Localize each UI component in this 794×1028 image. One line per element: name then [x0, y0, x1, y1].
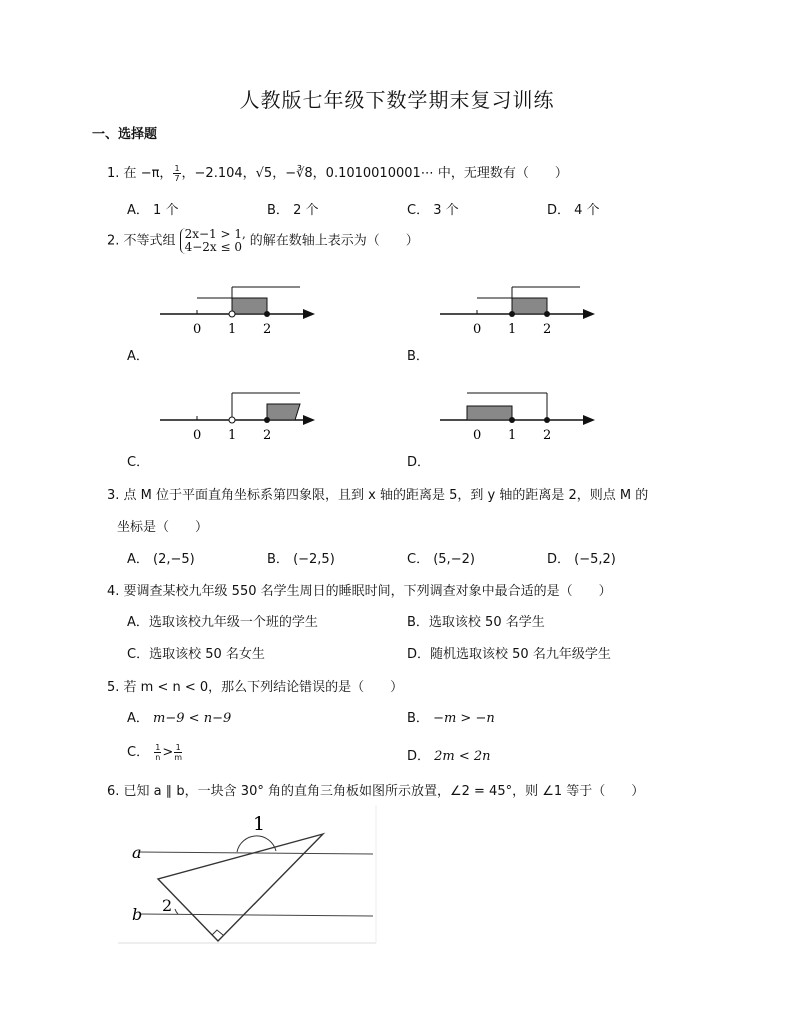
- tick-0: 0: [193, 322, 202, 337]
- q5-option-b[interactable]: B． −m > −n: [407, 711, 495, 726]
- tick-2: 2: [263, 322, 272, 337]
- q2-numberline-c: [155, 386, 325, 446]
- q3-option-a[interactable]: A． (2,−5): [127, 552, 195, 567]
- q1-item-tail: ，0.1010010001⋯ 中，无理数有（ ）: [312, 166, 568, 181]
- q1-number: 1.: [107, 166, 120, 181]
- q1-option-b[interactable]: B． 2 个: [267, 203, 319, 218]
- q1-option-d[interactable]: D． 4 个: [547, 203, 600, 218]
- tick-2: 2: [543, 322, 552, 337]
- tick-0: 0: [473, 322, 482, 337]
- q3-option-d[interactable]: D． (−5,2): [547, 552, 616, 567]
- q1-item-pi: −π，: [140, 166, 173, 181]
- label-a: a: [132, 843, 142, 862]
- q4-option-b[interactable]: B．选取该校 50 名学生: [407, 615, 545, 630]
- q4-option-c[interactable]: C．选取该校 50 名女生: [127, 647, 265, 662]
- triangle: [158, 834, 323, 941]
- line-b: [140, 914, 373, 916]
- tick-1: 1: [228, 428, 237, 443]
- q1-fraction: $\frac{1}{7}$: [174, 164, 180, 183]
- label-angle-2: 2: [162, 896, 173, 915]
- q2-numberline-d: [435, 386, 605, 446]
- q2-prefix: 不等式组: [123, 233, 176, 249]
- tick-2: 2: [543, 428, 552, 443]
- tick-0: 0: [193, 428, 202, 443]
- q3-option-c[interactable]: C． (5,−2): [407, 552, 475, 567]
- q2-option-a[interactable]: A．: [127, 349, 149, 364]
- q5-option-c[interactable]: C． $\frac{1}{n}$ > $\frac{1}{m}$: [127, 743, 183, 762]
- question-6: 6. 已知 a ∥ b，一块含 30° 角的直角三角板如图所示放置，∠2 = 45°，则 ∠1 等于（ ）: [107, 784, 645, 799]
- question-3-line2: 坐标是（ ）: [117, 520, 209, 535]
- question-3-line1: 3. 点 M 位于平面直角坐标系第四象限，且到 x 轴的距离是 5，到 y 轴的距离是 2，则点 M 的: [107, 488, 649, 503]
- q2-option-d[interactable]: D．: [407, 455, 431, 470]
- q1-sep: ，: [272, 166, 286, 181]
- q2-suffix: 的解在数轴上表示为（ ）: [249, 233, 419, 249]
- tick-1: 1: [508, 322, 517, 337]
- q1-prefix: 在: [123, 166, 137, 181]
- q6-figure: [118, 805, 380, 945]
- q2-option-b[interactable]: B．: [407, 349, 429, 364]
- q1-sqrt5: √5: [255, 166, 273, 181]
- question-2: [107, 228, 419, 254]
- q1-item-decimal: ，−2.104，: [181, 166, 256, 181]
- q5-option-a[interactable]: A． m−9 < n−9: [127, 711, 232, 726]
- q4-option-d[interactable]: D．随机选取该校 50 名九年级学生: [407, 647, 611, 662]
- tick-2: 2: [263, 428, 272, 443]
- question-1: [107, 162, 568, 183]
- tick-0: 0: [473, 428, 482, 443]
- q5-option-d[interactable]: D． 2m < 2n: [407, 749, 491, 764]
- q4-option-a[interactable]: A．选取该校九年级一个班的学生: [127, 615, 318, 630]
- q1-option-a[interactable]: A． 1 个: [127, 203, 179, 218]
- label-b: b: [132, 905, 143, 924]
- tick-1: 1: [508, 428, 517, 443]
- q2-inequality-system: 2x−1 > 1, 4−2x ≤ 0: [180, 228, 246, 254]
- question-5: 5. 若 m < n < 0，那么下列结论错误的是（ ）: [107, 680, 404, 695]
- label-angle-1: 1: [253, 813, 266, 835]
- question-4: 4. 要调查某校九年级 550 名学生周日的睡眠时间，下列调查对象中最合适的是（ ）: [107, 584, 612, 599]
- q2-number: 2.: [107, 233, 120, 249]
- q3-option-b[interactable]: B． (−2,5): [267, 552, 335, 567]
- q1-option-c[interactable]: C． 3 个: [407, 203, 459, 218]
- section-heading: 一、选择题: [92, 127, 158, 142]
- q1-cbrt8: −∛8: [285, 166, 313, 181]
- q2-numberline-b: [435, 280, 605, 340]
- page-title: 人教版七年级下数学期末复习训练: [239, 88, 555, 112]
- tick-1: 1: [228, 322, 237, 337]
- q2-numberline-a: [155, 280, 325, 340]
- q2-option-c[interactable]: C．: [127, 455, 150, 470]
